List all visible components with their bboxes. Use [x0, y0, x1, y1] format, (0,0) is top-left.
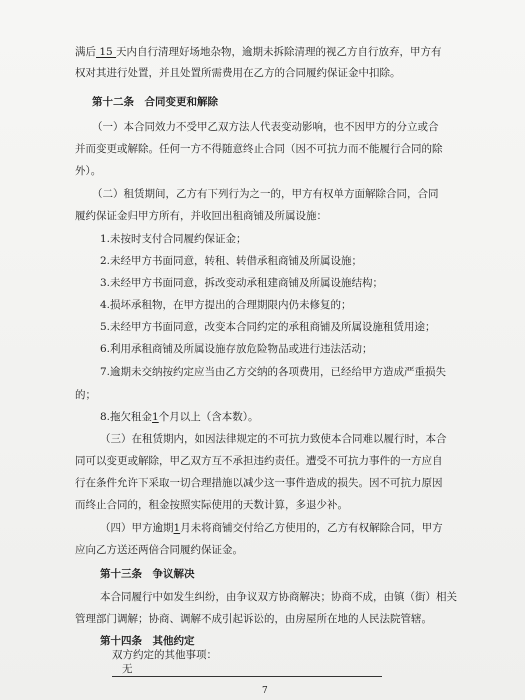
months-field: 1	[152, 411, 159, 423]
paragraph-line: 并而变更或解除。任何一方不得随意终止合同（因不可抗力而不能履行合同的除	[75, 143, 443, 155]
clause-line	[75, 46, 442, 59]
list-item: 5.未经甲方书面同意，改变本合同约定的承租商铺及所属设施租赁用途；	[100, 321, 436, 333]
paragraph-line: 本合同履行中如发生纠纷，由争议双方协商解决；协商不成，由镇（街）相关	[100, 591, 457, 603]
article-14-title: 第十四条 其他约定	[100, 635, 195, 647]
paragraph-line	[100, 522, 443, 535]
paragraph-line: 外）。	[75, 165, 102, 177]
list-item: 4.损坏承租物，在甲方提出的合理期限内仍未修复的；	[100, 299, 352, 311]
article-13-title: 第十三条 争议解决	[100, 568, 195, 580]
list-item: 6.利用承租商铺及所属设施存放危险物品或进行违法活动；	[100, 343, 373, 355]
list-item	[100, 411, 258, 424]
paragraph-line: 履约保证金归甲方所有，并收回出租商铺及所属设施：	[75, 210, 327, 222]
days-field: 15	[96, 46, 117, 58]
clause-line: 权对其进行处置，并且处置所需费用在乙方的合同履约保证金中扣除。	[75, 67, 401, 79]
other-matters-value: 无	[122, 663, 133, 675]
text: 天内自行清理好场地杂物，逾期未拆除清理的视乙方自行放弃，甲方有	[116, 46, 442, 58]
paragraph-line: （三）在租赁期内，如因法律规定的不可抗力致使本合同难以履行时，本合	[100, 433, 447, 445]
paragraph-line: 应向乙方送还两倍合同履约保证金。	[75, 544, 243, 556]
text: 个月以上（含本数）。	[158, 411, 259, 423]
list-item: 2.未经甲方书面同意，转租、转借承租商铺及所属设施；	[100, 255, 363, 267]
text: 月未将商铺交付给乙方使用的，乙方有权解除合同，甲方	[180, 522, 443, 534]
paragraph-line: 行在条件允许下采取一切合理措施以减少这一事件造成的损失。因不可抗力原因	[75, 477, 443, 489]
other-matters-label: 双方约定的其他事项：	[112, 649, 217, 661]
list-item: 3.未经甲方书面同意，拆改变动承租建商铺及所属设施结构；	[100, 277, 384, 289]
paragraph-line: 管理部门调解；协商、调解不成引起诉讼的，由房屋所在地的人民法院管辖。	[75, 613, 432, 625]
list-item: 1.未按时支付合同履约保证金；	[100, 233, 247, 245]
list-item: 7.逾期未交纳按约定应当由乙方交纳的各项费用，已经给甲方造成严重损失	[100, 366, 447, 378]
paragraph-line: 同可以变更或解除，甲乙双方互不承担违约责任。遭受不可抗力事件的一方应自	[75, 455, 443, 467]
text: 8.拖欠租金	[100, 411, 153, 423]
paragraph-line: （二）租赁期间，乙方有下列行为之一的，甲方有权单方面解除合同，合同	[92, 188, 439, 200]
list-item-cont: 的；	[75, 389, 96, 401]
article-12-title: 第十二条 合同变更和解除	[92, 96, 218, 108]
text: （四）甲方逾期	[100, 522, 174, 534]
paragraph-line: 而终止合同的，租金按照实际使用的天数计算，多退少补。	[75, 499, 348, 511]
paragraph-line: （一）本合同效力不受甲乙双方法人代表变动影响，也不因甲方的分立或合	[92, 121, 439, 133]
text: 满后	[75, 46, 96, 58]
page-number: 7	[262, 686, 268, 696]
months-field: 1	[173, 522, 181, 534]
